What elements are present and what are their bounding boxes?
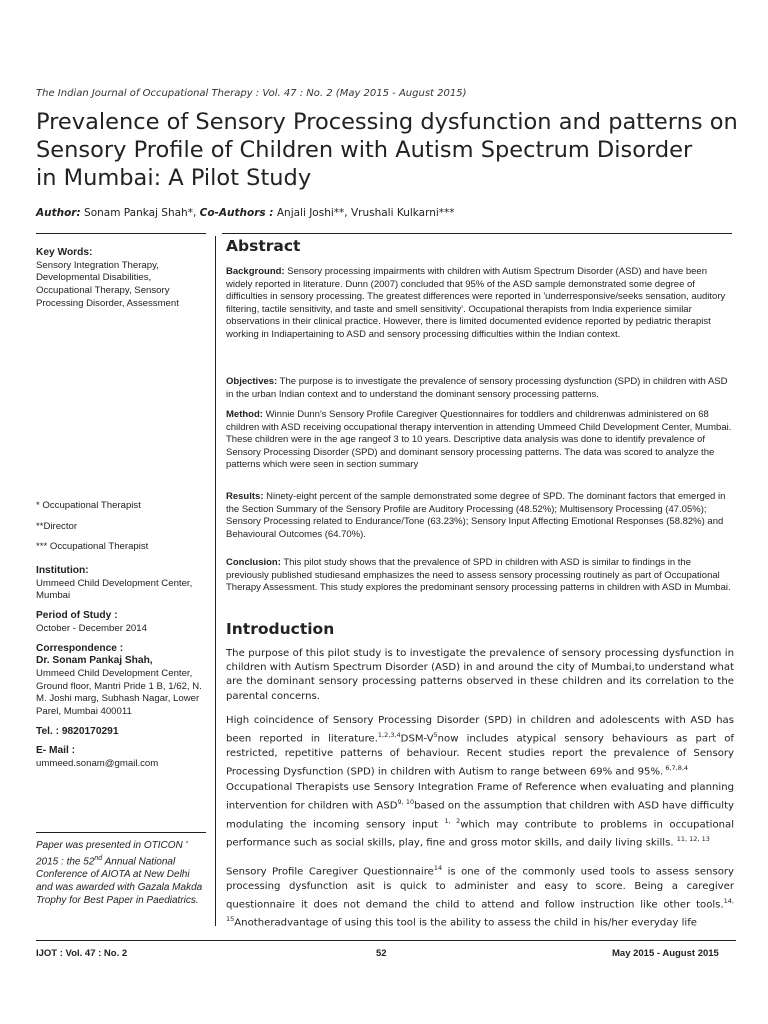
text: which may contribute to problems in occupational performance such as social skills, play, fine and gross motor skills, and daily living skills. bbox=[226, 819, 735, 849]
citation: 5 bbox=[433, 731, 438, 740]
conclusion-text: This pilot study shows that the prevalence of SPD in children with ASD is similar to findings in the previously published studiesand emphasizes the need to assess sensory processing routinely as part of Occupational Therapy Assessment. This study explores the predominant sensory processing patterns in children with ASD in Mumbai. bbox=[226, 557, 731, 594]
intro-paragraph: The purpose of this pilot study is to investigate the prevalence of sensory processing dysfunction in children with Autism Spectrum Disorder (ASD) in and around the city of Mumbai,to understand what are the dominant sensory processing patterns observed in these children and its correlation to the parental concerns. bbox=[226, 648, 734, 702]
text: DSM-V bbox=[400, 733, 434, 745]
citation: 11, 12, 13 bbox=[676, 835, 710, 844]
note-text: Paper was presented in OTICON ' 2015 : the 52 bbox=[36, 840, 188, 868]
method-label: Method: bbox=[226, 409, 263, 420]
text: now includes atypical sensory behaviours as part of restricted, repetitive patterns of behaviour. Recent studies report the prevalence of Sensory Processing Dysfunction (SPD) in children with Autism to range between 69% and 95%. bbox=[226, 733, 734, 778]
footer-journal: IJOT : Vol. 47 : No. 2 bbox=[36, 948, 128, 959]
background-text: Sensory processing impairments with children with Autism Spectrum Disorder (ASD) and have been widely reported in literature. Dunn (2007) concluded that 95% of the ASD sample demonstrated some degree of difficulties in sensory processing. The greatest differences were reported in 'underresponsive/seeks sensation, auditory filtering, tactile sensitivity, and taste and smell sensitivity'. Occupational therapists from India experience similar observations in their clinical practice. However, there is limited documented evidence reported by pediatric therapist working in Indiapertaining to ASD and sensory processing difficulties within the Indian context. bbox=[226, 266, 726, 340]
introduction-heading: Introduction bbox=[226, 620, 335, 638]
period-block bbox=[36, 610, 208, 635]
footnote: * Occupational Therapist bbox=[36, 500, 141, 511]
objectives-text: The purpose is to investigate the prevalence of sensory processing dysfunction (SPD) in children with ASD in the urban Indian context and to understand the dominant sensory processing patterns. bbox=[226, 376, 728, 400]
objectives-label: Objectives: bbox=[226, 376, 278, 387]
divider bbox=[36, 233, 206, 234]
column-divider bbox=[215, 236, 216, 926]
institution-text: Ummeed Child Development Center, Mumbai bbox=[36, 577, 193, 602]
citation: 9, 10 bbox=[397, 798, 415, 807]
text: Sensory Profile Caregiver Questionnaire bbox=[226, 866, 434, 878]
author-label: Author: bbox=[36, 207, 81, 219]
keywords-label: Key Words: bbox=[36, 247, 93, 258]
text: Occupational Therapists use Sensory Integration Frame of Reference when evaluating and planning intervention for children with ASD bbox=[226, 782, 734, 812]
abstract-method bbox=[226, 409, 734, 472]
correspondence-block bbox=[36, 643, 208, 719]
footnote: *** Occupational Therapist bbox=[36, 541, 149, 553]
correspondence-name: Dr. Sonam Pankaj Shah, bbox=[36, 655, 153, 667]
conclusion-label: Conclusion: bbox=[226, 557, 281, 568]
text: High coincidence of Sensory Processing Disorder (SPD) in children and adolescents with ASD has been reported in literature. bbox=[226, 715, 734, 745]
title-line: Sensory Profile of Children with Autism Spectrum Disorder bbox=[36, 137, 693, 163]
period-text: October - December 2014 bbox=[36, 622, 147, 634]
presentation-note bbox=[36, 832, 206, 907]
results-text: Ninety-eight percent of the sample demonstrated some degree of SPD. The dominant factors that emerged in the Section Summary of the Sensory Profile are Auditory Processing (48.52%); Multisensory Processing (47.05%); Sensory Processing related to Endurance/Tone (63.23%); Sensory Input Affecting Emotional Responses (58.82%) and Behavioural Outcomes (64.70%). bbox=[226, 491, 726, 540]
footer-date: May 2015 - August 2015 bbox=[612, 948, 719, 959]
tel-text: Tel. : 9820170291 bbox=[36, 725, 119, 737]
keywords-text: Sensory Integration Therapy, Developmental Disabilities, Occupational Therapy, Sensory Processing Disorder, Assessment bbox=[36, 259, 179, 309]
coauthors-label: Co-Authors : bbox=[199, 207, 274, 219]
text: Anotheradvantage of using this tool is the ability to assess the child in his/her everyday life bbox=[234, 917, 697, 929]
keywords-block bbox=[36, 247, 208, 311]
citation: 1, 2 bbox=[444, 816, 461, 825]
metadata-block bbox=[36, 565, 208, 778]
text: based on the assumption that children with ASD have difficulty modulating the incoming sensory input bbox=[226, 800, 734, 831]
citation: 6,7,8,4 bbox=[663, 763, 689, 772]
title-line: in Mumbai: A Pilot Study bbox=[36, 165, 312, 191]
period-label: Period of Study : bbox=[36, 610, 118, 622]
intro-paragraph bbox=[226, 861, 734, 931]
institution-label: Institution: bbox=[36, 565, 89, 576]
email-block bbox=[36, 745, 208, 770]
background-label: Background: bbox=[226, 266, 285, 277]
intro-paragraph bbox=[226, 714, 734, 780]
note-text: Annual National Conference of AIOTA at New Delhi and was awarded with Gazala Makda Trophy for Best Paper in Paediatrics. bbox=[36, 856, 203, 907]
page-number: 52 bbox=[376, 948, 387, 959]
institution-block bbox=[36, 565, 208, 603]
footnote: **Director bbox=[36, 520, 78, 532]
author-name: Sonam Pankaj Shah*, bbox=[80, 207, 200, 219]
note-sup: nd bbox=[94, 855, 103, 862]
citation: 14, 15 bbox=[226, 896, 734, 924]
correspondence-address: Ummeed Child Development Center, Ground floor, Mantri Pride 1 B, 1/62, N. M. Joshi marg, Subhash Nagar, Lower Parel, Mumbai 400011 bbox=[36, 667, 202, 718]
results-label: Results: bbox=[226, 491, 264, 502]
abstract-heading: Abstract bbox=[226, 237, 301, 255]
abstract-objectives bbox=[226, 376, 734, 401]
abstract-conclusion bbox=[226, 557, 734, 595]
coauthor-names: Anjali Joshi**, Vrushali Kulkarni*** bbox=[273, 207, 455, 219]
author-footnotes bbox=[36, 500, 208, 562]
tel-block bbox=[36, 726, 208, 739]
journal-header: The Indian Journal of Occupational Therapy : Vol. 47 : No. 2 (May 2015 - August 2015) bbox=[36, 88, 467, 99]
abstract-background bbox=[226, 266, 734, 342]
footer-divider bbox=[36, 940, 736, 941]
citation: 1,2,3,4 bbox=[377, 731, 401, 740]
abstract-results bbox=[226, 491, 734, 541]
email-label: E- Mail : bbox=[36, 745, 76, 757]
method-text: Winnie Dunn's Sensory Profile Caregiver Questionnaires for toddlers and childrenwas administered on 68 children with ASD receiving occupational therapy intervention in attending Ummeed Child Development Center, Mumbai. These children were in the age rangeof 3 to 10 years. Descriptive data analysis was done to identify prevalence of Sensory Processing Disorder (SPD) and dominant sensory processing patterns. The data was scored to analyze the patterns which were seen in section summary bbox=[226, 409, 732, 471]
title-line: Prevalence of Sensory Processing dysfunction and patterns on bbox=[36, 109, 738, 135]
author-line bbox=[36, 207, 736, 219]
email-link[interactable]: ummeed.sonam@gmail.com bbox=[36, 758, 159, 770]
citation: 14 bbox=[433, 864, 443, 872]
divider bbox=[222, 233, 732, 234]
correspondence-label: Correspondence : bbox=[36, 642, 124, 654]
text: is one of the commonly used tools to assess sensory processing dysfunction asit is quick to administer and easy to score. Being a caregiver questionnaire it does not demand the child to attend and follow instruction like other tools. bbox=[226, 866, 734, 911]
intro-paragraph bbox=[226, 781, 734, 851]
article-title bbox=[36, 108, 736, 192]
